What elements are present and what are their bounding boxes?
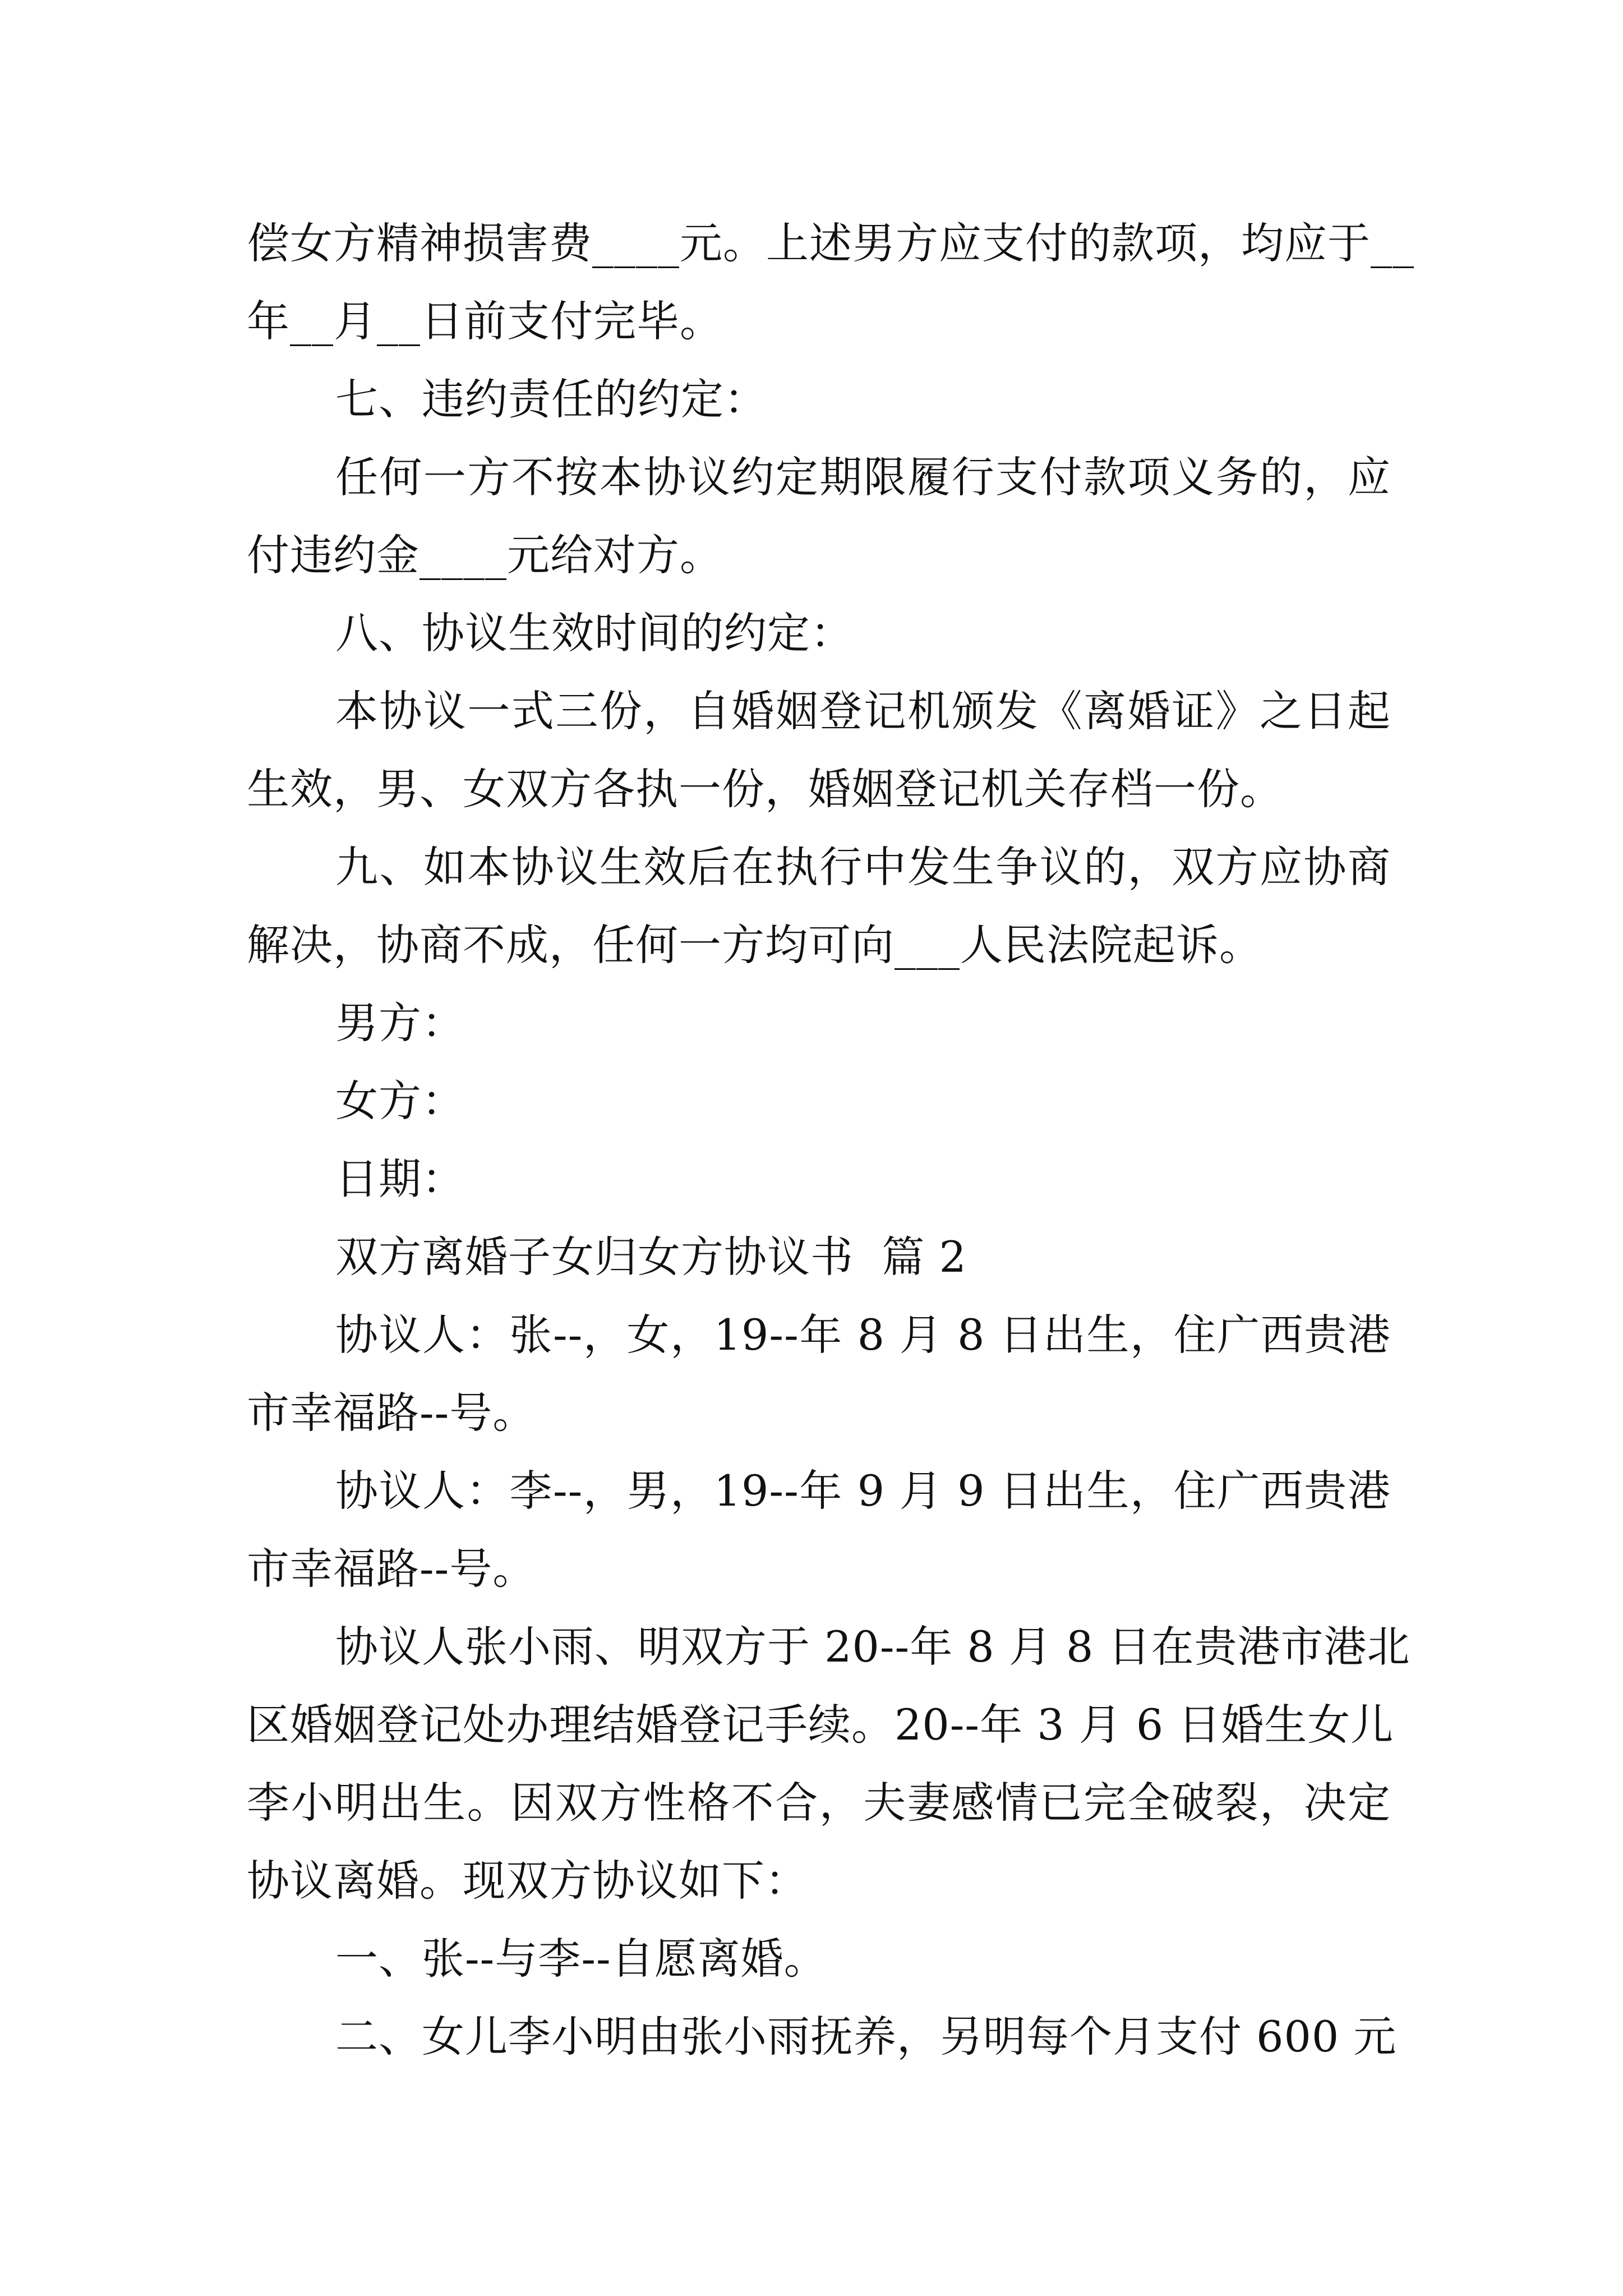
signature-label-female: 女方： — [335, 1076, 465, 1126]
body-text-line: 任何一方不按本协议约定期限履行支付款项义务的，应 — [335, 452, 1391, 502]
section-heading: 八、协议生效时间的约定： — [335, 608, 854, 658]
body-text-line: 协议离婚。现双方协议如下： — [247, 1856, 808, 1906]
body-text-line: 二、女儿李小明由张小雨抚养，另明每个月支付 600 元 — [335, 2012, 1397, 2062]
body-text-line: 协议人：李--，男，19--年 9 月 9 日出生，住广西贵港 — [335, 1466, 1391, 1516]
body-text-line: 市幸福路--号。 — [247, 1388, 536, 1438]
body-text-line: 李小明出生。因双方性格不合，夫妻感情已完全破裂，决定 — [247, 1778, 1391, 1828]
section-heading: 七、违约责任的约定： — [335, 374, 767, 424]
body-text-line: 协议人：张--，女，19--年 8 月 8 日出生，住广西贵港 — [335, 1310, 1391, 1360]
body-text-line: 本协议一式三份，自婚姻登记机颁发《离婚证》之日起 — [335, 686, 1391, 736]
body-text-line: 九、如本协议生效后在执行中发生争议的，双方应协商 — [335, 842, 1391, 892]
body-text-line: 区婚姻登记处办理结婚登记手续。20--年 3 月 6 日婚生女儿 — [247, 1700, 1394, 1750]
body-text-line: 协议人张小雨、明双方于 20--年 8 月 8 日在贵港市港北 — [335, 1622, 1410, 1672]
body-text-line: 付违约金____元给对方。 — [247, 530, 723, 580]
body-text-line: 偿女方精神损害费____元。上述男方应支付的款项，均应于__ — [247, 218, 1414, 268]
document-title: 双方离婚子女归女方协议书 篇 2 — [335, 1232, 967, 1282]
body-text-line: 生效，男、女双方各执一份，婚姻登记机关存档一份。 — [247, 764, 1283, 814]
body-text-line: 解决，协商不成，任何一方均可向___人民法院起诉。 — [247, 920, 1262, 970]
body-text-line: 年__月__日前支付完毕。 — [247, 296, 723, 346]
date-label: 日期： — [335, 1154, 465, 1204]
signature-label-male: 男方： — [335, 998, 465, 1048]
body-text-line: 市幸福路--号。 — [247, 1544, 536, 1594]
body-text-line: 一、张--与李--自愿离婚。 — [335, 1934, 827, 1984]
